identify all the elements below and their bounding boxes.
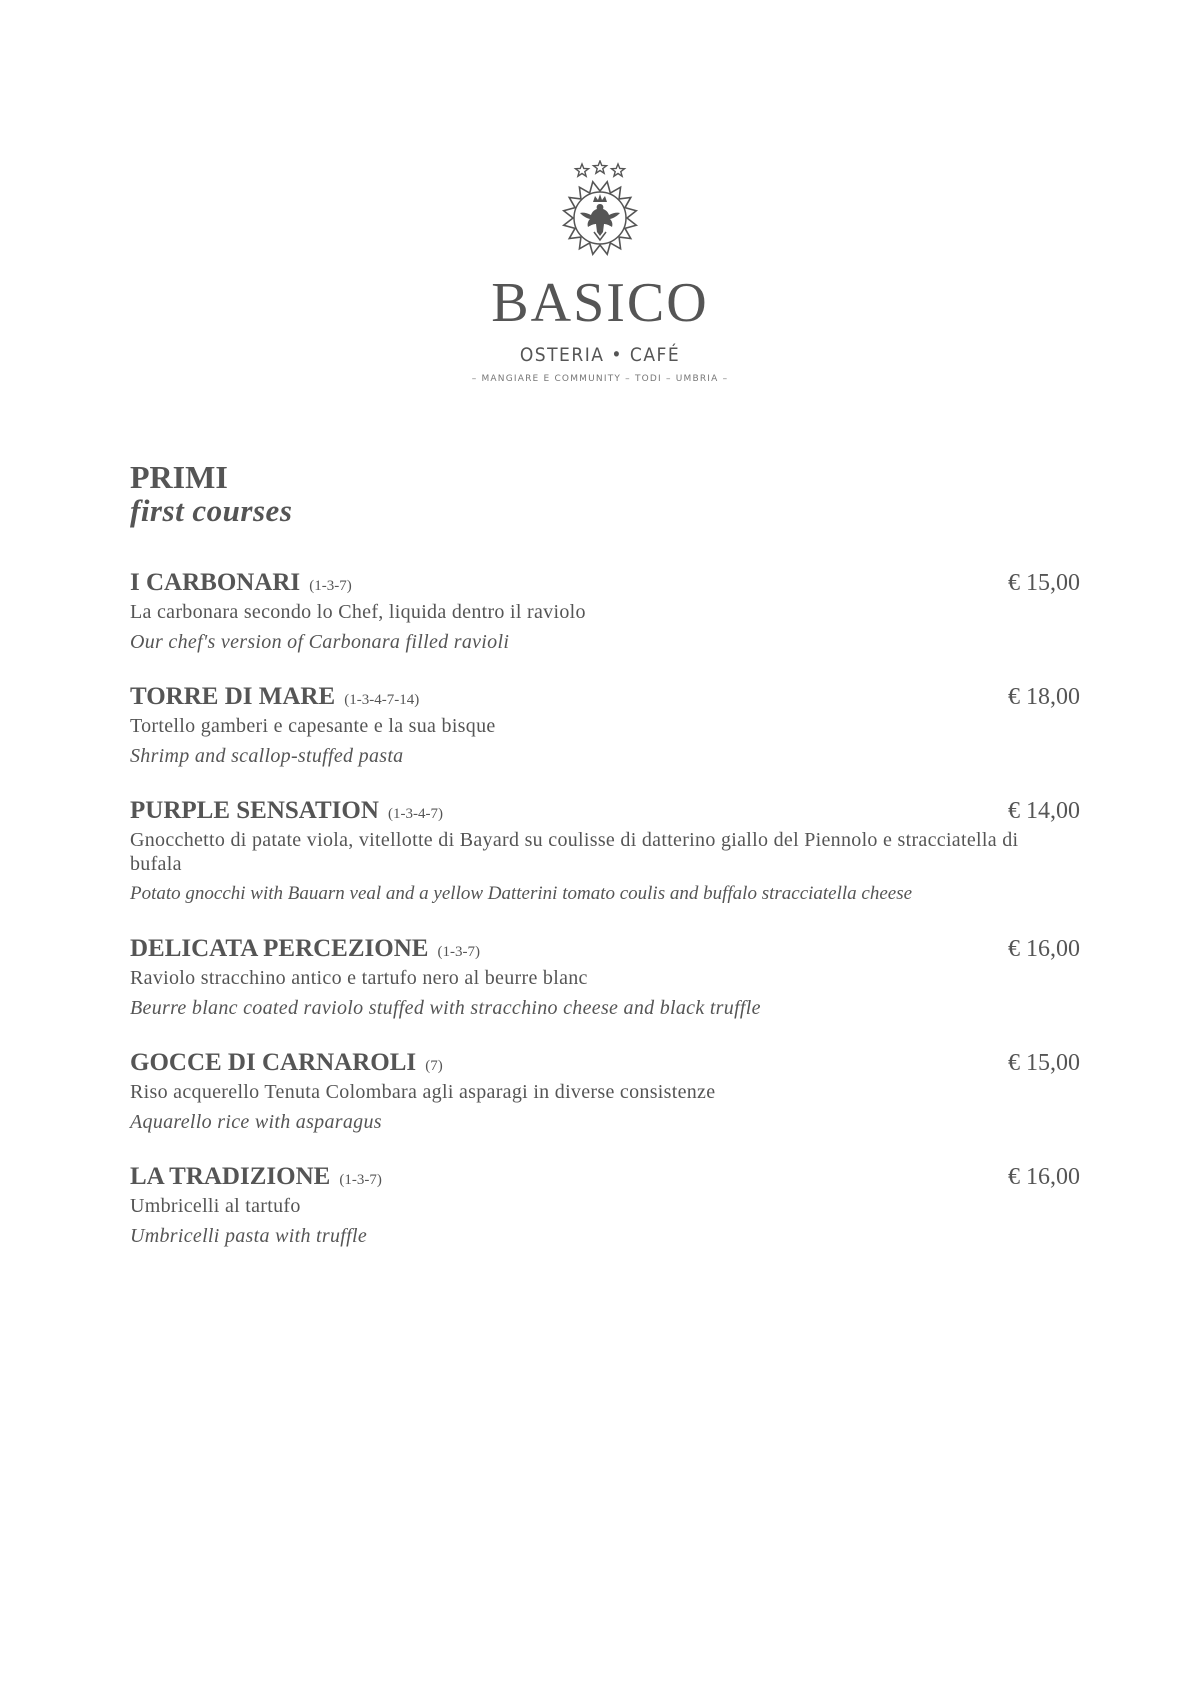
item-name: DELICATA PERCEZIONE — [130, 935, 429, 962]
brand-name: BASICO — [491, 272, 709, 334]
item-description: Umbricelli al tartufo — [130, 1195, 301, 1217]
brand-tagline: – MANGIARE E COMMUNITY – TODI – UMBRIA – — [471, 374, 729, 384]
menu-item — [130, 568, 1080, 654]
item-allergens: (1-3-7) — [339, 1172, 382, 1188]
item-translation: Our chef's version of Carbonara filled ravioli — [130, 631, 510, 653]
menu-item — [130, 796, 1080, 906]
item-price: € 14,00 — [1008, 798, 1080, 824]
section-subtitle: first courses — [130, 493, 293, 528]
item-price: € 16,00 — [1008, 1164, 1080, 1190]
menu-list — [130, 568, 1080, 1276]
item-name: I CARBONARI — [130, 569, 301, 596]
item-price: € 15,00 — [1008, 1050, 1080, 1076]
section-header — [130, 460, 292, 528]
sun-eagle-emblem-icon — [550, 160, 650, 270]
item-price: € 15,00 — [1008, 570, 1080, 596]
item-name: LA TRADIZIONE — [130, 1163, 331, 1190]
item-name: TORRE DI MARE — [130, 683, 336, 710]
logo — [0, 160, 1200, 386]
item-name: GOCCE DI CARNAROLI — [130, 1049, 417, 1076]
item-allergens: (1-3-7) — [437, 944, 481, 960]
item-description: La carbonara secondo lo Chef, liquida dentro il raviolo — [130, 601, 586, 623]
item-allergens: (1-3-7) — [309, 578, 352, 594]
menu-item — [130, 934, 1080, 1020]
item-description: Gnocchetto di patate viola, vitellotte di Bayard su coulisse di datterino giallo del Piennolo e stracciatella di bufala — [130, 829, 1019, 875]
menu-item — [130, 1048, 1080, 1134]
brand-subtitle: OSTERIA • CAFÉ — [519, 344, 681, 366]
item-allergens: (1-3-4-7) — [387, 806, 443, 822]
menu-item — [130, 682, 1080, 768]
item-description: Tortello gamberi e capesante e la sua bisque — [130, 715, 496, 737]
item-translation: Shrimp and scallop-stuffed pasta — [130, 745, 404, 767]
item-price: € 16,00 — [1008, 936, 1080, 962]
item-allergens: (1-3-4-7-14) — [344, 692, 420, 708]
section-title: PRIMI — [130, 459, 228, 495]
item-description: Riso acquerello Tenuta Colombara agli asparagi in diverse consistenze — [130, 1081, 716, 1103]
item-allergens: (7) — [425, 1058, 443, 1074]
item-name: PURPLE SENSATION — [130, 797, 379, 824]
menu-item — [130, 1162, 1080, 1248]
item-price: € 18,00 — [1008, 684, 1080, 710]
item-translation: Umbricelli pasta with truffle — [130, 1225, 368, 1247]
item-translation: Beurre blanc coated raviolo stuffed with stracchino cheese and black truffle — [130, 997, 761, 1019]
item-translation: Aquarello rice with asparagus — [130, 1111, 382, 1133]
item-translation: Potato gnocchi with Bauarn veal and a yellow Datterini tomato coulis and buffalo stracciatella cheese — [130, 883, 913, 904]
item-description: Raviolo stracchino antico e tartufo nero al beurre blanc — [130, 967, 588, 989]
